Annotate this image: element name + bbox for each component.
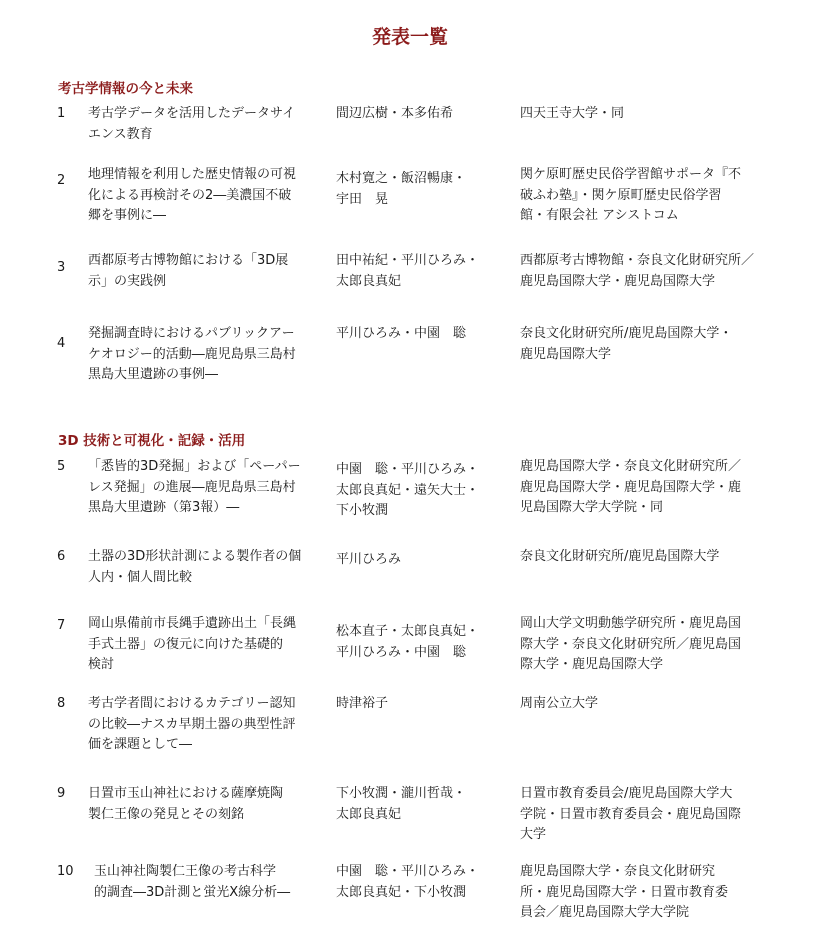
item-affiliation: 鹿児島国際大学・奈良文化財研究 所・鹿児島国際大学・日置市教育委 員会／鹿児島国際大学大学院 bbox=[520, 864, 729, 920]
item-number: 7 bbox=[57, 618, 66, 633]
item-affiliation: 周南公立大学 bbox=[520, 696, 599, 711]
item-title: 発掘調査時におけるパブリックアー ケオロジー的活動―鹿児島県三島村 黒島大里遺跡の事例― bbox=[88, 326, 296, 382]
item-number: 2 bbox=[57, 173, 66, 188]
item-authors: 平川ひろみ・中園 聡 bbox=[336, 326, 467, 341]
item-authors: 田中祐紀・平川ひろみ・ 太郎良真妃 bbox=[336, 253, 480, 289]
item-authors: 下小牧潤・瀧川哲哉・ 太郎良真妃 bbox=[336, 786, 467, 822]
item-authors: 時津裕子 bbox=[336, 696, 389, 711]
item-affiliation: 四天王寺大学・同 bbox=[520, 106, 625, 121]
item-title: 玉山神社陶製仁王像の考古科学 的調査―3D計測と蛍光X線分析― bbox=[94, 864, 291, 900]
item-authors: 中園 聡・平川ひろみ・ 太郎良真妃・下小牧潤 bbox=[336, 864, 480, 900]
section-heading-archaeological-information: 考古学情報の今と未来 bbox=[58, 81, 193, 97]
item-number: 8 bbox=[57, 696, 66, 711]
item-number: 3 bbox=[57, 260, 66, 275]
item-title: 日置市玉山神社における薩摩焼陶 製仁王像の発見とその刻銘 bbox=[88, 786, 284, 822]
item-number: 1 bbox=[57, 106, 66, 121]
item-title: 「悉皆的3D発掘」および「ペーパー レス発掘」の進展―鹿児島県三島村 黒島大里遺跡（第3報）― bbox=[88, 459, 301, 515]
item-authors: 木村寛之・飯沼暢康・ 宇田 晃 bbox=[336, 171, 467, 207]
item-affiliation: 岡山大学文明動態学研究所・鹿児島国 際大学・奈良文化財研究所／鹿児島国 際大学・鹿児島国際大学 bbox=[520, 616, 742, 672]
item-title: 地理情報を利用した歴史情報の可視 化による再検討その2―美濃国不破 郷を事例に― bbox=[88, 167, 297, 223]
item-authors: 平川ひろみ bbox=[336, 552, 402, 567]
item-affiliation: 関ケ原町歴史民俗学習館サポータ『不 破ふわ塾』・関ケ原町歴史民俗学習 館・有限会社 アシストコム bbox=[520, 167, 742, 223]
item-affiliation: 奈良文化財研究所/鹿児島国際大学・ 鹿児島国際大学 bbox=[520, 326, 733, 362]
item-number: 5 bbox=[57, 459, 66, 474]
page-title: 発表一覧 bbox=[371, 26, 448, 48]
item-number: 9 bbox=[57, 786, 66, 801]
item-affiliation: 西都原考古博物館・奈良文化財研究所／ 鹿児島国際大学・鹿児島国際大学 bbox=[520, 253, 755, 289]
item-number: 6 bbox=[57, 549, 66, 564]
item-title: 考古学データを活用したデータサイ エンス教育 bbox=[88, 106, 296, 142]
item-affiliation: 日置市教育委員会/鹿児島国際大学大 学院・日置市教育委員会・鹿児島国際 大学 bbox=[520, 786, 742, 842]
item-title: 考古学者間におけるカテゴリー認知 の比較―ナスカ早期土器の典型性評 価を課題として― bbox=[88, 696, 296, 752]
item-affiliation: 奈良文化財研究所/鹿児島国際大学 bbox=[520, 549, 720, 564]
item-authors: 中園 聡・平川ひろみ・ 太郎良真妃・遠矢大士・ 下小牧潤 bbox=[336, 462, 480, 518]
item-title: 岡山県備前市長縄手遺跡出土「長縄 手式土器」の復元に向けた基礎的 検討 bbox=[88, 616, 297, 672]
item-title: 土器の3D形状計測による製作者の個 人内・個人間比較 bbox=[88, 549, 302, 585]
item-number: 10 bbox=[57, 864, 74, 879]
section-heading-3d-technology: 3D 技術と可視化・記録・活用 bbox=[58, 433, 246, 449]
item-affiliation: 鹿児島国際大学・奈良文化財研究所／ 鹿児島国際大学・鹿児島国際大学・鹿 児島国際大学大学院・同 bbox=[520, 459, 742, 515]
item-number: 4 bbox=[57, 336, 66, 351]
item-title: 西都原考古博物館における「3D展 示」の実践例 bbox=[88, 253, 289, 289]
item-authors: 松本直子・太郎良真妃・ 平川ひろみ・中園 聡 bbox=[336, 624, 480, 660]
item-authors: 間辺広樹・本多佑希 bbox=[336, 106, 454, 121]
